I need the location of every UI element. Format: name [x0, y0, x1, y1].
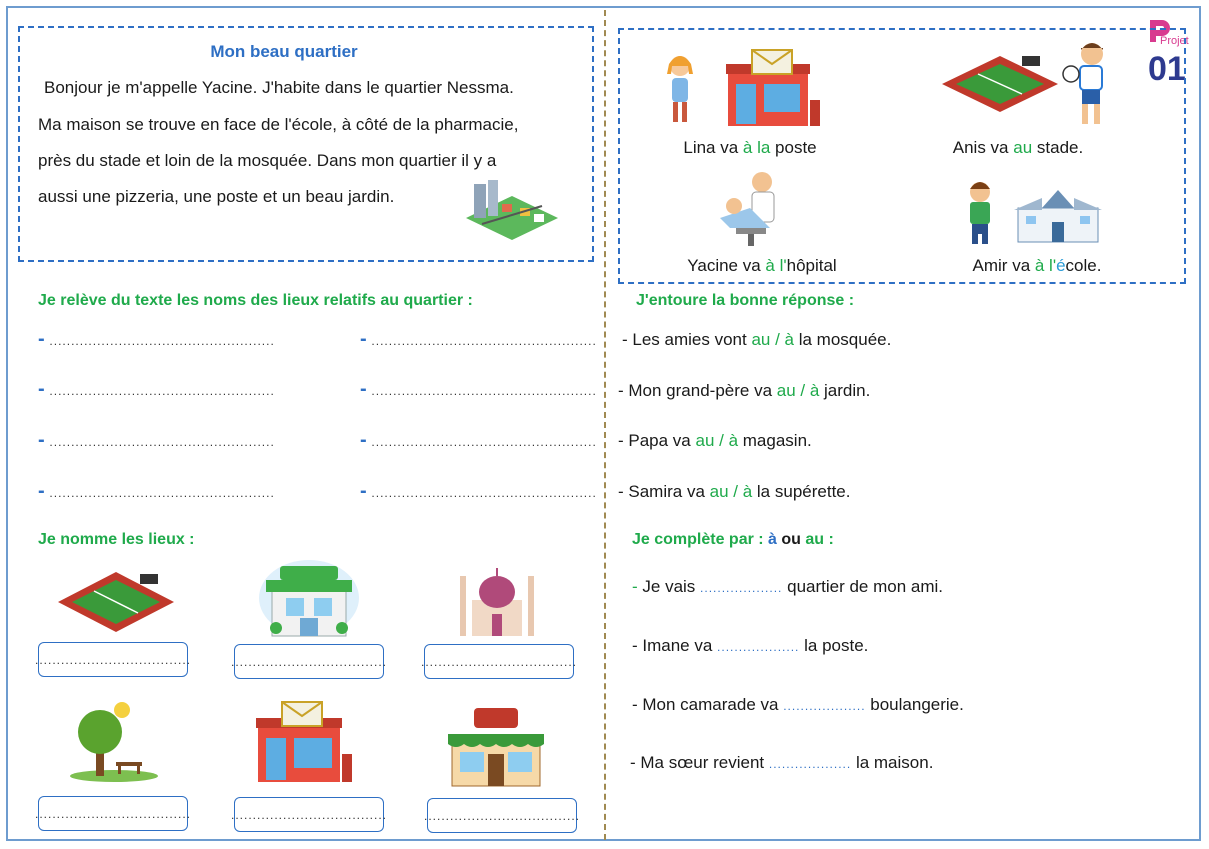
- choice-sentence: - Papa va au / à magasin.: [618, 431, 812, 450]
- blank-line[interactable]: - ....................................................: [360, 378, 597, 400]
- story-line-4: aussi une pizzeria, une poste et un beau jardin.: [38, 187, 395, 206]
- pizzeria-icon: [444, 704, 548, 788]
- blank-line[interactable]: - ....................................................: [360, 328, 597, 350]
- choice-sentence: - Samira va au / à la supérette.: [618, 482, 851, 501]
- boy-amir-icon: [962, 180, 998, 246]
- choice-sentence: - Les amies vont au / à la mosquée.: [622, 330, 892, 349]
- answer-choice[interactable]: au / à: [709, 482, 757, 501]
- logo-text-top: Projet: [1160, 35, 1189, 47]
- answer-box[interactable]: ....................................: [424, 644, 574, 679]
- neighbourhood-illustration: [462, 178, 562, 240]
- answer-box[interactable]: ....................................: [38, 642, 188, 677]
- example-anis: Anis va au stade.: [952, 138, 1084, 157]
- blank-line[interactable]: - ....................................................: [38, 378, 275, 400]
- girl-lina-icon: [662, 52, 698, 124]
- answer-box[interactable]: ....................................: [427, 798, 577, 833]
- stadium-icon: [938, 50, 1062, 116]
- story-line-2: Ma maison se trouve en face de l'école, à côté de la pharmacie,: [38, 115, 519, 134]
- stadium-icon: [54, 566, 178, 636]
- answer-box[interactable]: ....................................: [234, 644, 384, 679]
- answer-choice[interactable]: au / à: [751, 330, 799, 349]
- pharmacy-icon: [256, 558, 362, 640]
- answer-box[interactable]: ....................................: [38, 796, 188, 831]
- blank-line[interactable]: - ....................................................: [38, 328, 275, 350]
- example-lina: Lina va à la poste: [683, 138, 817, 157]
- exercise4-heading: Je complète par : à ou au :: [632, 531, 834, 548]
- boy-anis-icon: [1062, 40, 1110, 128]
- blank-line[interactable]: - ....................................................: [360, 480, 597, 502]
- story-line-1: Bonjour je m'appelle Yacine. J'habite dans le quartier Nessma.: [44, 78, 514, 97]
- fill-blank[interactable]: ...................: [768, 757, 852, 771]
- choice-sentence: - Mon grand-père va au / à jardin.: [618, 381, 871, 400]
- blank-line[interactable]: - ....................................................: [38, 480, 275, 502]
- park-icon: [68, 700, 160, 782]
- answer-choice[interactable]: au / à: [695, 431, 739, 450]
- center-divider: [604, 10, 606, 840]
- mosque-icon: [454, 556, 540, 638]
- fill-sentence: - Imane va ................... la poste.: [632, 636, 869, 655]
- logo-text-bottom: 01: [1148, 50, 1186, 84]
- fill-blank[interactable]: ...................: [783, 699, 866, 713]
- fill-blank[interactable]: ...................: [717, 640, 800, 654]
- dentist-hospital-icon: [716, 168, 782, 248]
- fill-sentence: - Ma sœur revient ................... la maison.: [630, 753, 934, 772]
- post-office-icon: [724, 48, 824, 128]
- story-line-3: près du stade et loin de la mosquée. Dans mon quartier il y a: [38, 151, 497, 170]
- blank-line[interactable]: - ....................................................: [38, 429, 275, 451]
- answer-box[interactable]: ....................................: [234, 797, 384, 832]
- exercise3-heading: J'entoure la bonne réponse :: [636, 292, 855, 309]
- blank-line[interactable]: - ....................................................: [360, 429, 597, 451]
- fill-sentence: - Mon camarade va ................... boulangerie.: [632, 695, 964, 714]
- fill-sentence: - Je vais ................... quartier de mon ami.: [632, 577, 944, 596]
- exercise2-heading: Je nomme les lieux :: [38, 531, 195, 548]
- answer-choice[interactable]: au / à: [776, 381, 825, 400]
- post-office-icon: [254, 700, 358, 784]
- story-title: Mon beau quartier: [210, 42, 358, 61]
- fill-blank[interactable]: ...................: [700, 581, 783, 595]
- school-icon: [1012, 186, 1104, 244]
- example-amir: Amir va à l'école.: [972, 256, 1102, 275]
- example-yacine: Yacine va à l'hôpital: [687, 256, 837, 275]
- exercise1-heading: Je relève du texte les noms des lieux relatifs au quartier :: [38, 292, 473, 309]
